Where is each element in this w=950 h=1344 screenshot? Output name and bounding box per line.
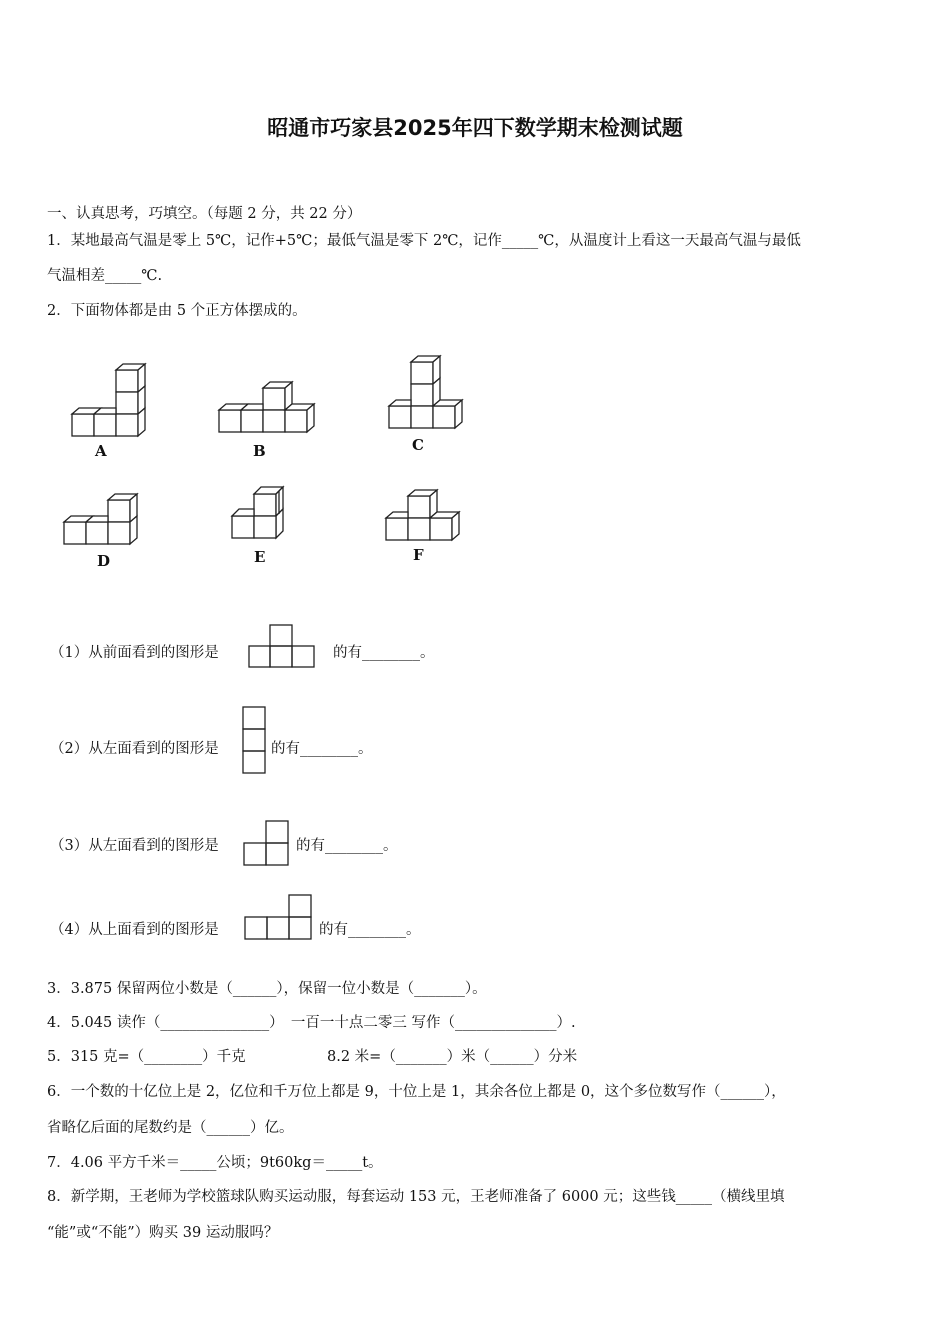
figure-label-e: E: [254, 548, 266, 566]
question-5-part-a: 5．315 克=（________）千克: [47, 1049, 246, 1065]
left-view-shape-column: [242, 706, 268, 778]
figure-label-d: D: [97, 552, 111, 570]
sub-question-1-suffix: 的有________。: [333, 645, 435, 661]
sub-question-2-suffix: 的有________。: [271, 741, 373, 757]
section-heading: 一、认真思考，巧填空。（每题 2 分，共 22 分）: [47, 206, 362, 222]
cube-figure-d: [60, 490, 150, 570]
figure-label-b: B: [253, 442, 266, 460]
question-7: 7．4.06 平方千米＝_____公顷；9t60kg＝_____t。: [47, 1155, 383, 1171]
page-title: 昭通市巧家县2025年四下数学期末检测试题: [267, 116, 683, 140]
question-3: 3．3.875 保留两位小数是（______），保留一位小数是（_______）。: [47, 981, 487, 997]
question-8-line-1: 8．新学期，王老师为学校篮球队购买运动服，每套运动 153 元，王老师准备了 6000 元；这些钱_____（横线里填: [47, 1189, 785, 1205]
sub-question-3-prefix: （3）从左面看到的图形是: [50, 838, 219, 854]
top-view-shape: [244, 894, 314, 944]
figure-label-a: A: [95, 442, 107, 460]
cube-figure-f: [382, 486, 472, 564]
question-1-line-2: 气温相差_____℃.: [47, 268, 163, 284]
question-6-line-1: 6．一个数的十亿位上是 2，亿位和千万位上都是 9，十位上是 1，其余各位上都是 0，这个多位数写作（______），: [47, 1084, 786, 1100]
cube-figure-a: [65, 360, 155, 460]
front-view-shape: [248, 624, 316, 672]
sub-question-4-suffix: 的有________。: [319, 922, 421, 938]
question-1-line-1: 1．某地最高气温是零上 5℃，记作+5℃；最低气温是零下 2℃，记作_____℃，从温度计上看这一天最高气温与最低: [47, 233, 801, 249]
cube-figure-c: [385, 352, 470, 454]
left-view-shape-l: [243, 820, 291, 870]
question-5-part-b: 8.2 米=（_______）米（______）分米: [327, 1049, 578, 1065]
question-8-line-2: “能”或“不能”）购买 39 运动服吗？: [47, 1225, 279, 1241]
figure-label-f: F: [413, 546, 424, 564]
question-6-line-2: 省略亿后面的尾数约是（______）亿。: [47, 1120, 294, 1136]
question-4: 4．5.045 读作（_______________） 一百一十点二零三 写作（______________）.: [47, 1015, 576, 1031]
sub-question-1-prefix: （1）从前面看到的图形是: [50, 645, 219, 661]
question-2-stem: 2．下面物体都是由 5 个正方体摆成的。: [47, 303, 307, 319]
figure-label-c: C: [412, 436, 424, 454]
sub-question-4-prefix: （4）从上面看到的图形是: [50, 922, 219, 938]
cube-figure-e: [228, 482, 298, 566]
sub-question-3-suffix: 的有________。: [296, 838, 398, 854]
sub-question-2-prefix: （2）从左面看到的图形是: [50, 741, 219, 757]
cube-figure-b: [215, 380, 320, 460]
